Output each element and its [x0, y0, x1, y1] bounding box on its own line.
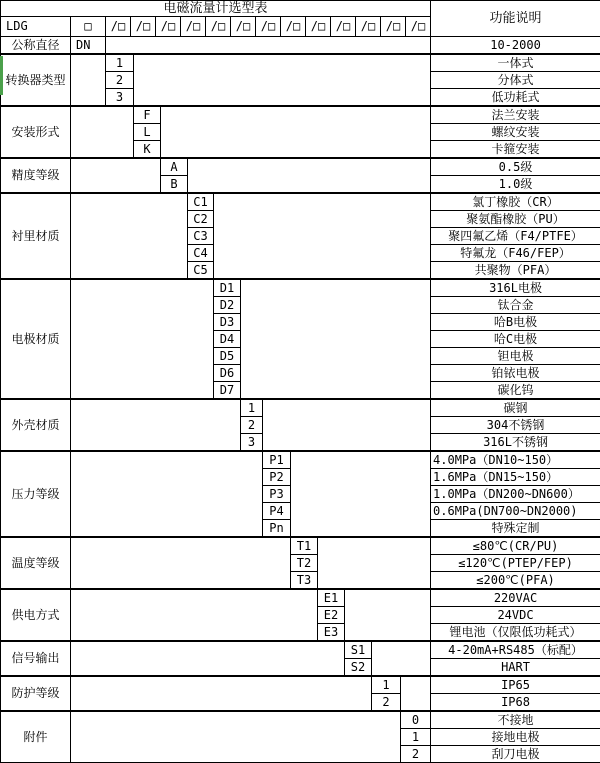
option-desc: ≤200℃(PFA): [431, 572, 600, 590]
group-label-temperature-rating: 温度等级: [1, 537, 71, 589]
option-desc: 304不锈钢: [431, 417, 600, 434]
option-code: 2: [372, 694, 401, 712]
code-slot-box: /□: [330, 17, 355, 36]
group-label-accessories: 附件: [1, 711, 71, 763]
blank-cell: [71, 193, 188, 279]
option-desc: 低功耗式: [431, 89, 600, 107]
option-code: 2: [401, 746, 431, 763]
code-slot-box: /□: [380, 17, 405, 36]
function-description-header: 功能说明: [431, 1, 600, 37]
code-slot-row: [106, 17, 431, 37]
blank-cell: [106, 37, 431, 55]
option-code: D6: [214, 365, 241, 382]
option-desc: HART: [431, 659, 600, 677]
code-slot-box: /□: [130, 17, 155, 36]
option-desc: 法兰安装: [431, 106, 600, 124]
option-desc: 接地电极: [431, 729, 600, 746]
code-slot-box: /□: [205, 17, 230, 36]
code-slot-box: /□: [305, 17, 330, 36]
group-label-installation: 安装形式: [1, 106, 71, 158]
option-desc: 钛合金: [431, 297, 600, 314]
option-code: L: [134, 124, 161, 141]
option-code: 3: [241, 434, 263, 452]
option-desc: 碳化钨: [431, 382, 600, 400]
code-slot-box: /□: [230, 17, 255, 36]
option-desc: 10-2000: [431, 37, 600, 55]
option-desc: 钽电极: [431, 348, 600, 365]
code-slot-boxes: [106, 17, 430, 36]
green-edge-artifact: [0, 56, 3, 95]
blank-cell: [188, 158, 431, 193]
option-desc: 4.0MPa（DN10~150）: [431, 451, 600, 469]
dn-code-box: □: [71, 17, 106, 37]
group-label-accuracy: 精度等级: [1, 158, 71, 193]
option-code: P1: [263, 451, 291, 469]
option-code: 1: [372, 676, 401, 694]
option-code: D3: [214, 314, 241, 331]
option-desc: 刮刀电极: [431, 746, 600, 763]
table-title: 电磁流量计选型表: [1, 1, 431, 17]
option-desc: 1.6MPa（DN15~150）: [431, 469, 600, 486]
option-code: 0: [401, 711, 431, 729]
code-slot-box: /□: [110, 19, 126, 34]
option-desc: 1.0级: [431, 176, 600, 194]
option-desc: 316L不锈钢: [431, 434, 600, 452]
option-desc: 螺纹安装: [431, 124, 600, 141]
blank-cell: [71, 676, 372, 711]
option-desc: 24VDC: [431, 607, 600, 624]
option-code: 2: [241, 417, 263, 434]
blank-cell: [345, 589, 431, 641]
option-desc: 哈B电极: [431, 314, 600, 331]
option-code: 2: [106, 72, 134, 89]
option-desc: 特殊定制: [431, 520, 600, 538]
option-code: D7: [214, 382, 241, 400]
option-code: C1: [188, 193, 214, 211]
code-slot-box: /□: [355, 17, 380, 36]
code-slot-box: /□: [405, 17, 430, 36]
blank-cell: [71, 451, 263, 537]
option-desc: 0.6MPa(DN700~DN2000): [431, 503, 600, 520]
code-slot-box: /□: [280, 17, 305, 36]
option-desc: IP68: [431, 694, 600, 712]
blank-cell: [71, 399, 241, 451]
blank-cell: [71, 106, 134, 158]
option-code: T1: [291, 537, 318, 555]
option-code: S1: [345, 641, 372, 659]
option-code: D4: [214, 331, 241, 348]
model-code: LDG: [1, 17, 71, 37]
code-slot-box: /□: [255, 17, 280, 36]
option-code: B: [161, 176, 188, 194]
option-desc: ≤80℃(CR/PU): [431, 537, 600, 555]
option-desc: 316L电极: [431, 279, 600, 297]
option-code: 1: [106, 54, 134, 72]
group-label-housing-material: 外壳材质: [1, 399, 71, 451]
option-code: D2: [214, 297, 241, 314]
option-desc: 碳钢: [431, 399, 600, 417]
option-desc: 共聚物（PFA）: [431, 262, 600, 280]
group-label-power-supply: 供电方式: [1, 589, 71, 641]
group-label-signal-output: 信号输出: [1, 641, 71, 676]
blank-cell: [71, 158, 161, 193]
option-desc: 卡箍安装: [431, 141, 600, 159]
option-code: P2: [263, 469, 291, 486]
option-code: F: [134, 106, 161, 124]
option-code: E1: [318, 589, 345, 607]
option-code: T3: [291, 572, 318, 590]
option-code: Pn: [263, 520, 291, 538]
option-desc: 铂铱电极: [431, 365, 600, 382]
option-desc: 聚四氟乙烯（F4/PTFE）: [431, 228, 600, 245]
option-code: A: [161, 158, 188, 176]
option-code: C5: [188, 262, 214, 280]
blank-cell: [241, 279, 431, 399]
option-code: E2: [318, 607, 345, 624]
option-desc: 哈C电极: [431, 331, 600, 348]
option-desc: 220VAC: [431, 589, 600, 607]
blank-cell: [372, 641, 431, 676]
option-desc: IP65: [431, 676, 600, 694]
code-slot-box: /□: [155, 17, 180, 36]
group-label-transducer-type: 转换器类型: [1, 54, 71, 106]
blank-cell: [318, 537, 431, 589]
option-code: 1: [401, 729, 431, 746]
blank-cell: [401, 676, 431, 711]
blank-cell: [71, 537, 291, 589]
option-code: P4: [263, 503, 291, 520]
option-code: C4: [188, 245, 214, 262]
blank-cell: [71, 711, 401, 763]
option-code: T2: [291, 555, 318, 572]
option-code: S2: [345, 659, 372, 677]
blank-cell: [291, 451, 431, 537]
code-slot-box: /□: [180, 17, 205, 36]
group-label-electrode-material: 电极材质: [1, 279, 71, 399]
option-desc: 锂电池（仅限低功耗式）: [431, 624, 600, 642]
option-desc: 0.5级: [431, 158, 600, 176]
group-label-nominal-diameter: 公称直径: [1, 37, 71, 55]
blank-cell: [71, 54, 106, 106]
option-code: D1: [214, 279, 241, 297]
option-code: K: [134, 141, 161, 159]
blank-cell: [71, 279, 214, 399]
option-desc: 一体式: [431, 54, 600, 72]
option-desc: 聚氨酯橡胶（PU）: [431, 211, 600, 228]
option-code: P3: [263, 486, 291, 503]
option-desc: ≤120℃(PTEP/FEP): [431, 555, 600, 572]
option-code: 1: [241, 399, 263, 417]
blank-cell: [263, 399, 431, 451]
option-desc: 4-20mA+RS485（标配）: [431, 641, 600, 659]
group-label-liner-material: 衬里材质: [1, 193, 71, 279]
blank-cell: [161, 106, 431, 158]
blank-cell: [214, 193, 431, 279]
option-desc: 氯丁橡胶（CR）: [431, 193, 600, 211]
option-code: E3: [318, 624, 345, 642]
option-desc: 分体式: [431, 72, 600, 89]
option-desc: 不接地: [431, 711, 600, 729]
option-desc: 特氟龙（F46/FEP）: [431, 245, 600, 262]
option-code: D5: [214, 348, 241, 365]
option-desc: 1.0MPa（DN200~DN600）: [431, 486, 600, 503]
option-code: 3: [106, 89, 134, 107]
blank-cell: [71, 589, 318, 641]
blank-cell: [71, 641, 345, 676]
group-label-protection-rating: 防护等级: [1, 676, 71, 711]
option-code: C3: [188, 228, 214, 245]
group-label-pressure-rating: 压力等级: [1, 451, 71, 537]
option-code: C2: [188, 211, 214, 228]
option-code: DN: [71, 37, 106, 55]
blank-cell: [134, 54, 431, 106]
